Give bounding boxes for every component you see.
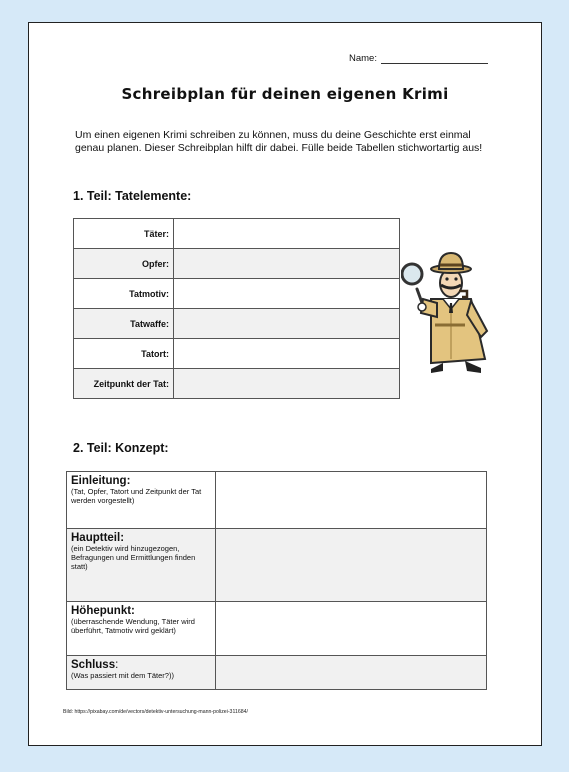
table-row bbox=[67, 529, 487, 602]
answer-cell-schluss[interactable] bbox=[216, 656, 487, 690]
detective-with-magnifier-icon bbox=[401, 241, 499, 377]
table-row bbox=[67, 656, 487, 690]
answer-cell-hoehepunkt[interactable] bbox=[216, 602, 487, 656]
name-blank-line[interactable] bbox=[381, 54, 488, 64]
answer-cell-hauptteil[interactable] bbox=[216, 529, 487, 602]
table-row bbox=[74, 249, 400, 279]
intro-text: Um einen eigenen Krimi schreiben zu können, muss du deine Geschichte erst einmal genau planen. Dieser Schreibplan hilft dir dabei. Fülle beide Tabellen stichwortartig aus! bbox=[75, 129, 483, 154]
answer-cell-taeter[interactable] bbox=[174, 219, 400, 249]
schluss-note: (Was passiert mit dem Täter?)) bbox=[71, 671, 174, 680]
row-label-taeter: Täter: bbox=[74, 219, 174, 249]
answer-cell-tatort[interactable] bbox=[174, 339, 400, 369]
hoehepunkt-note: (überraschende Wendung, Täter wird überführt, Tatmotiv wird geklärt) bbox=[71, 617, 195, 635]
answer-cell-einleitung[interactable] bbox=[216, 472, 487, 529]
konzept-table bbox=[66, 471, 487, 690]
schluss-title-text: Schluss bbox=[71, 659, 116, 671]
name-label: Name: bbox=[349, 53, 377, 64]
name-field[interactable] bbox=[349, 53, 488, 64]
row-label-tatmotiv: Tatmotiv: bbox=[74, 279, 174, 309]
tatelemente-table bbox=[73, 218, 400, 399]
row-label-hoehepunkt bbox=[67, 602, 216, 656]
row-label-tatort: Tatort: bbox=[74, 339, 174, 369]
table-row bbox=[74, 309, 400, 339]
answer-cell-zeitpunkt[interactable] bbox=[174, 369, 400, 399]
table-row bbox=[74, 279, 400, 309]
answer-cell-tatwaffe[interactable] bbox=[174, 309, 400, 339]
table-row bbox=[67, 602, 487, 656]
image-credit: Bild: https://pixabay.com/de/vectors/detektiv-untersuchung-mann-polizei-311684/ bbox=[63, 709, 248, 715]
row-label-einleitung bbox=[67, 472, 216, 529]
row-label-zeitpunkt: Zeitpunkt der Tat: bbox=[74, 369, 174, 399]
schluss-title bbox=[71, 659, 211, 671]
row-label-tatwaffe: Tatwaffe: bbox=[74, 309, 174, 339]
table-row bbox=[74, 369, 400, 399]
part2-heading: 2. Teil: Konzept: bbox=[73, 441, 169, 455]
schluss-title-colon: : bbox=[115, 659, 119, 671]
page-title: Schreibplan für deinen eigenen Krimi bbox=[121, 85, 449, 103]
hauptteil-note: (ein Detektiv wird hinzugezogen, Befragungen und Ermittlungen finden statt) bbox=[71, 544, 196, 571]
hoehepunkt-title: Höhepunkt: bbox=[71, 605, 135, 617]
answer-cell-tatmotiv[interactable] bbox=[174, 279, 400, 309]
row-label-opfer: Opfer: bbox=[74, 249, 174, 279]
table-row bbox=[74, 339, 400, 369]
hauptteil-title: Hauptteil: bbox=[71, 532, 125, 544]
worksheet-page bbox=[28, 22, 542, 746]
einleitung-title: Einleitung: bbox=[71, 475, 131, 487]
row-label-schluss bbox=[67, 656, 216, 690]
einleitung-note: (Tat, Opfer, Tatort und Zeitpunkt der Tat werden vorgestellt) bbox=[71, 487, 202, 505]
answer-cell-opfer[interactable] bbox=[174, 249, 400, 279]
table-row bbox=[74, 219, 400, 249]
part1-heading: 1. Teil: Tatelemente: bbox=[73, 189, 192, 203]
table-row bbox=[67, 472, 487, 529]
row-label-hauptteil bbox=[67, 529, 216, 602]
